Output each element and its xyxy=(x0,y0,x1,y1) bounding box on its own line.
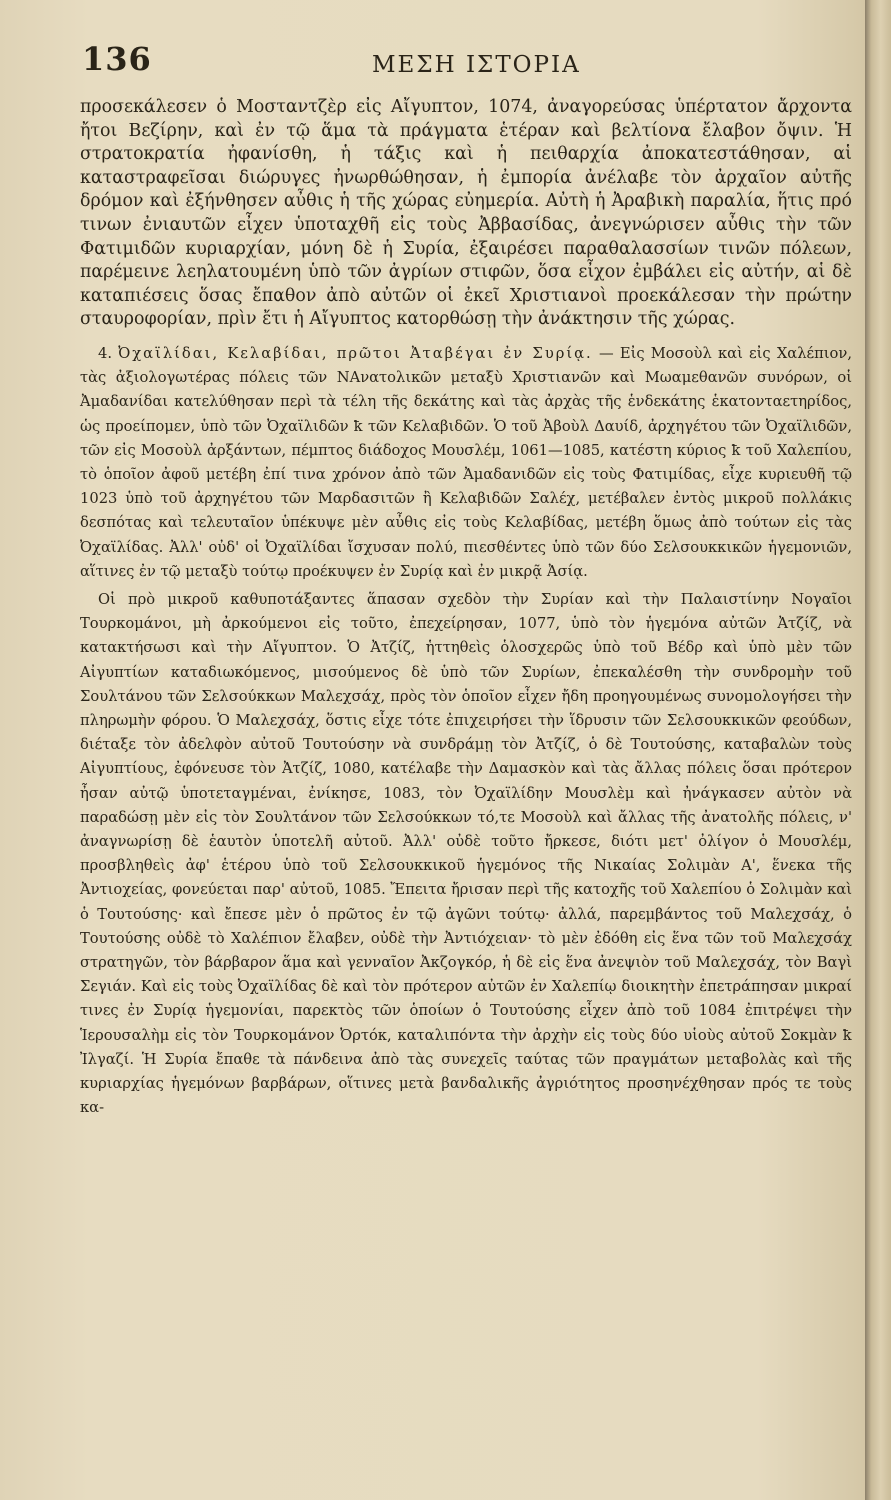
paragraph-section-4 xyxy=(80,342,852,584)
section-number: 4. xyxy=(98,344,113,362)
body-text xyxy=(80,96,852,1120)
running-head: ΜΕΣΗ ΙΣΤΟΡΙΑ xyxy=(372,52,581,78)
paragraph-3: Οἱ πρὸ μικροῦ καθυποτάξαντες ἅπασαν σχεδὸν τὴν Συρίαν καὶ τὴν Παλαιστίνην Νογαῖοι Τουρκομάνοι, μὴ ἀρκούμενοι εἰς τοῦτο, ἐπεχείρησαν, 1077, ὑπὸ τὸν ἡγεμόνα αὐτῶν Ἀτζίζ, νὰ κατακτήσωσι καὶ τὴν Αἴγυπτον. Ὁ Ἀτζίζ, ἡττηθεὶς ὁλοσχερῶς ὑπὸ τοῦ Βέδρ καὶ ὑπὸ μὲν τῶν Αἰγυπτίων καταδιωκόμενος, μισούμενος δὲ ὑπὸ τῶν Συρίων, ἐπεκαλέσθη τὴν συνδρομὴν τοῦ Σουλτάνου τῶν Σελσούκκων Μαλεχσάχ, πρὸς τὸν ὁποῖον εἶχεν ἤδη προηγουμένως συνομολογήσει τὴν πληρωμὴν φόρου. Ὁ Μαλεχσάχ, ὅστις εἶχε τότε ἐπιχειρήσει τὴν ἵδρυσιν τῶν Σελσουκκικῶν φεούδων, διέταξε τὸν ἀδελφὸν αὐτοῦ Τουτούσην νὰ συνδράμῃ τὸν Ἀτζίζ, ὁ δὲ Τουτούσης, καταβαλὼν τοὺς Αἰγυπτίους, ἐφόνευσε τὸν Ἀτζίζ, 1080, κατέλαβε τὴν Δαμασκὸν καὶ τὰς ἄλλας πόλεις ὅσαι πρότερον ἦσαν αὐτῷ ὑποτεταγμέναι, ἐνίκησε, 1083, τὸν Ὀχαϊλίδην Μουσλὲμ καὶ ἠνάγκασεν αὐτὸν νὰ παραδώσῃ μὲν εἰς τὸν Σουλτάνον τῶν Σελσούκκων τό,τε Μοσοὺλ καὶ ἄλλας τῆς ἀνατολῆς πόλεις, ν' ἀναγνωρίσῃ δὲ ἑαυτὸν ὑποτελῆ αὐτοῦ. Ἀλλ' οὐδὲ τοῦτο ἤρκεσε, διότι μετ' ὀλίγον ὁ Μουσλέμ, προσβληθεὶς ἀφ' ἑτέρου ὑπὸ τοῦ Σελσουκκικοῦ ἡγεμόνος τῆς Νικαίας Σολιμὰν Α', ἕνεκα τῆς Ἀντιοχείας, φονεύεται παρ' αὐτοῦ, 1085. Ἔπειτα ἤρισαν περὶ τῆς κατοχῆς τοῦ Χαλεπίου ὁ Σολιμὰν καὶ ὁ Τουτούσης· καὶ ἔπεσε μὲν ὁ πρῶτος ἐν τῷ ἀγῶνι τούτῳ· ἀλλά, παρεμβάντος τοῦ Μαλεχσάχ, ὁ Τουτούσης οὐδὲ τὸ Χαλέπιον ἔλαβεν, οὐδὲ τὴν Ἀντιόχειαν· τὸ μὲν ἐδόθη εἰς ἕνα τῶν τοῦ Μαλεχσάχ στρατηγῶν, τὸν βάρβαρον ἅμα καὶ γενναῖον Ἀκζογκόρ, ἡ δὲ εἰς ἕνα ἀνεψιὸν τοῦ Μαλεχσάχ, τὸν Βαγὶ Σεγιάν. Καὶ εἰς τοὺς Ὀχαϊλίδας δὲ καὶ τὸν πρότερον αὐτῶν ἐν Χαλεπίῳ διοικητὴν ἐπετράπησαν μικραί τινες ἐν Συρίᾳ ἡγεμονίαι, παρεκτὸς τῶν ὁποίων ὁ Τουτούσης εἶχεν ἀπὸ τοῦ 1084 ἐπιτρέψει τὴν Ἱερουσαλὴμ εἰς τὸν Τουρκομάνον Ὀρτόκ, καταλιπόντα τὴν ἀρχὴν εἰς τοὺς δύο υἱοὺς αὐτοῦ Σοκμὰν ꝁ Ἰλγαζί. Ἡ Συρία ἔπαθε τὰ πάνδεινα ἀπὸ τὰς συνεχεῖς ταύτας τῶν πραγμάτων μεταβολὰς καὶ τῆς κυριαρχίας ἡγεμόνων βαρβάρων, οἵτινες μετὰ βανδαλικῆς ἀγριότητος προσηνέχθησαν πρός τε τοὺς κα- xyxy=(80,590,852,1117)
paragraph-2-text: — Εἰς Μοσοὺλ καὶ εἰς Χαλέπιον, τὰς ἀξιολογωτέρας πόλεις τῶν ΝΑνατολικῶν μεταξὺ Χριστιανῶν καὶ Μωαμεθανῶν συνόρων, οἱ Ἀμαδανίδαι κατελύθησαν περὶ τὰ τέλη τῆς δεκάτης καὶ τὰς ἀρχὰς τῆς ἑνδεκάτης ἑκατονταετηρίδος, ὡς προείπομεν, ὑπὸ τῶν Ὀχαϊλιδῶν ꝁ τῶν Κελαβιδῶν. Ὁ τοῦ Ἀβοὺλ Δαυίδ, ἀρχηγέτου τῶν Ὀχαϊλιδῶν, τῶν εἰς Μοσοὺλ ἀρξάντων, πέμπτος διάδοχος Μουσλέμ, 1061—1085, κατέστη κύριος ꝁ τοῦ Χαλεπίου, τὸ ὁποῖον ἀφοῦ μετέβη ἐπί τινα χρόνον ἀπὸ τῶν Ἀμαδανιδῶν εἰς τοὺς Φατιμίδας, εἶχε κυριευθῆ τῷ 1023 ὑπὸ τοῦ ἀρχηγέτου τῶν Μαρδασιτῶν ἢ Κελαβιδῶν Σαλέχ, μετέβαλεν ἐντὸς μικροῦ πολλάκις δεσπότας καὶ τελευταῖον ὑπέκυψε μὲν αὖθις εἰς τοὺς Κελαβίδας, μετέβη ὅμως ἀπὸ τούτων εἰς τὰς Ὀχαϊλίδας. Ἀλλ' οὐδ' οἱ Ὀχαϊλίδαι ἴσχυσαν πολύ, πιεσθέντες ὑπὸ τῶν δύο Σελσουκκικῶν ἡγεμονιῶν, αἵτινες ἐν τῷ μεταξὺ τούτῳ προέκυψεν ἐν Συρίᾳ καὶ ἐν μικρᾷ Ἀσίᾳ. xyxy=(80,344,852,580)
page-number: 136 xyxy=(82,40,152,78)
page-gutter xyxy=(865,0,891,1500)
section-title: Ὀχαϊλίδαι, Κελαβίδαι, πρῶτοι Ἀταβέγαι ἐν Συρίᾳ. xyxy=(118,344,593,362)
page-header xyxy=(82,40,831,84)
paragraph-1: προσεκάλεσεν ὁ Μοσταντζὲρ εἰς Αἴγυπτον, 1074, ἀναγορεύσας ὑπέρτατον ἄρχοντα ἤτοι Βεζίρην, καὶ ἐν τῷ ἅμα τὰ πράγματα ἑτέραν καὶ βελτίονα ἔλαβον ὄψιν. Ἡ στρατοκρατία ἠφανίσθη, ἡ τάξις καὶ ἡ πειθαρχία ἀποκατεστάθησαν, αἱ καταστραφεῖσαι διώρυγες ἠνωρθώθησαν, ἡ ἐμπορία ἀνέλαβε τὸν ἀρχαῖον αὐτῆς δρόμον καὶ ἐξήνθησεν αὖθις ἡ τῆς χώρας εὐημερία. Αὐτὴ ἡ Ἀραβικὴ παραλία, ἥτις πρό τινων ἐνιαυτῶν εἶχεν ὑποταχθῆ εἰς τοὺς Ἀββασίδας, ἀνεγνώρισεν αὖθις τὴν τῶν Φατιμιδῶν κυριαρχίαν, μόνη δὲ ἡ Συρία, ἐξαιρέσει παραθαλασσίων τινῶν πόλεων, παρέμεινε λεηλατουμένη ὑπὸ τῶν ἀγρίων στιφῶν, ὅσα εἶχον ἐμβάλει εἰς αὐτήν, αἱ δὲ καταπιέσεις ὅσας ἔπαθον ἀπὸ αὐτῶν οἱ ἐκεῖ Χριστιανοὶ προεκάλεσαν τὴν πρώτην σταυροφορίαν, πρὶν ἔτι ἡ Αἴγυπτος κατορθώσῃ τὴν ἀνάκτησιν τῆς χώρας. xyxy=(80,97,852,330)
